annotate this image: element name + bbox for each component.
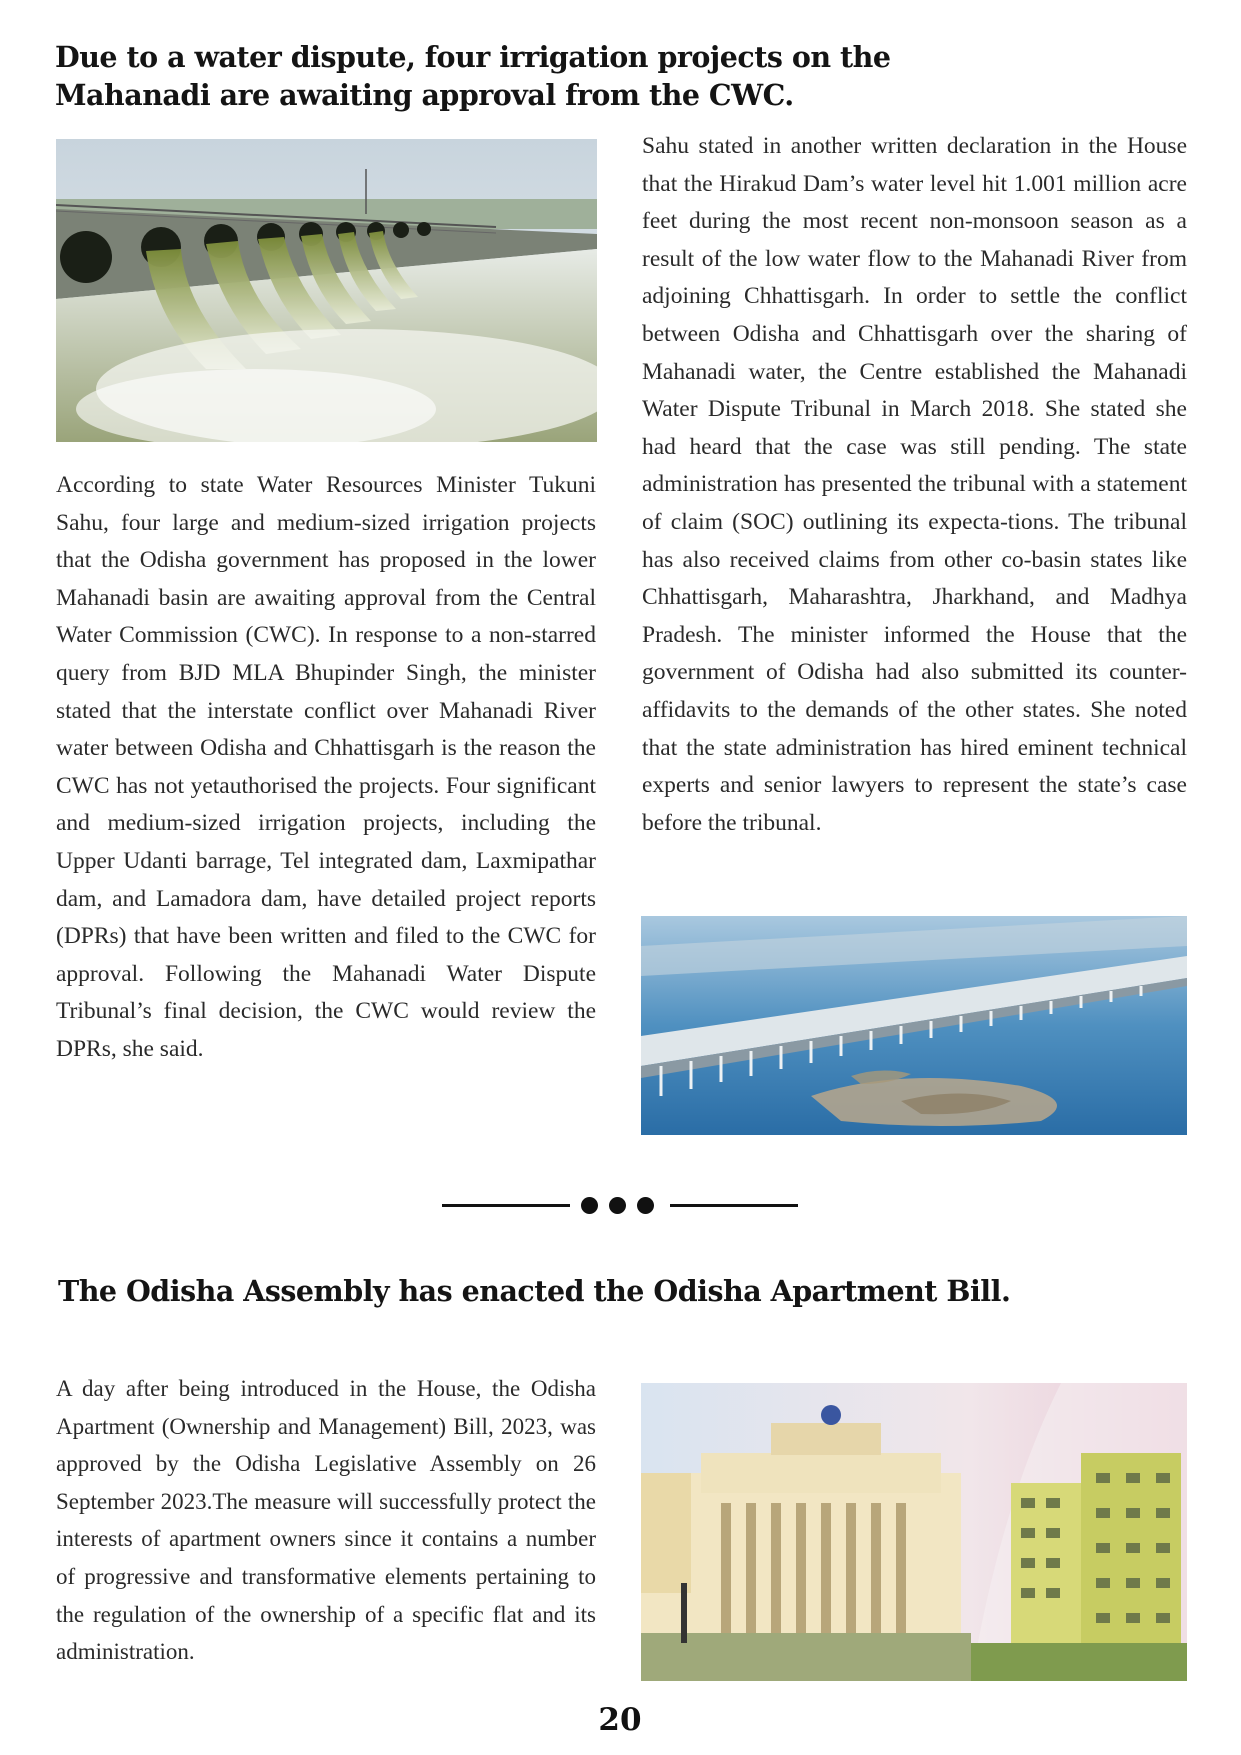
article-body-left: According to state Water Resources Minister Tukuni Sahu, four large and medium-sized irrigation projects that the Odisha government has proposed in the lower Mahanadi basin are awaiting approval from the Central Water Commission (CWC). In response to a non-starred query from BJD MLA Bhupinder Singh, the minister stated that the interstate conflict over Mahanadi River water between Odisha and Chhattisgarh is the reason the CWC has not yetauthorised the projects. Four significant and medium-sized irrigation projects, including the Upper Udanti barrage, Tel integrated dam, Laxmipathar dam, and Lamadora dam, have detailed project reports (DPRs) that have been written and filed to the CWC for approval. Following the Mahanadi Water Dispute Tribunal’s final decision, the CWC would review the DPRs, she said. — [56, 472, 596, 1062]
section-divider-line-left — [442, 1204, 570, 1207]
article-body: A day after being introduced in the House, the Odisha Apartment (Ownership and Management) Bill, 2023, was approved by the Odisha Legislative Assembly on 26 September 2023.The measure will successfully protect the interests of apartment owners since it contains a number of progressive and transformative elements pertaining to the regulation of the ownership of a specific flat and its administration. — [56, 1376, 596, 1665]
section-divider-line-right — [670, 1204, 798, 1207]
article-headline: Due to a water dispute, four irrigation projects on the Mahanadi are awaiting approval from the CWC. — [55, 40, 891, 112]
dam-spillway-photo — [56, 139, 597, 442]
section-divider-dot — [609, 1197, 626, 1214]
section-divider-dot — [637, 1197, 654, 1214]
assembly-and-apartment-photo — [641, 1383, 1187, 1681]
page-number: 20 — [598, 1702, 642, 1738]
section-divider-dot — [581, 1197, 598, 1214]
article-body-right: Sahu stated in another written declaration in the House that the Hirakud Dam’s water level hit 1.001 million acre feet during the most recent non-monsoon season as a result of the low water flow to the Mahanadi River from adjoining Chhattisgarh. In order to settle the conflict between Odisha and Chhattisgarh over the sharing of Mahanadi water, the Centre established the Mahanadi Water Dispute Tribunal in March 2018. She stated she had heard that the case was still pending. The state administration has presented the tribunal with a statement of claim (SOC) outlining its expecta-tions. The tribunal has also received claims from other co-basin states like Chhattisgarh, Maharashtra, Jharkhand, and Madhya Pradesh. The minister informed the House that the government of Odisha had also submitted its counter-affidavits to the demands of the other states. She noted that the state administration has hired eminent technical experts and senior lawyers to represent the state’s case before the tribunal. — [642, 133, 1187, 836]
barrage-aerial-photo — [641, 916, 1187, 1135]
article-headline: The Odisha Assembly has enacted the Odisha Apartment Bill. — [58, 1274, 1011, 1308]
